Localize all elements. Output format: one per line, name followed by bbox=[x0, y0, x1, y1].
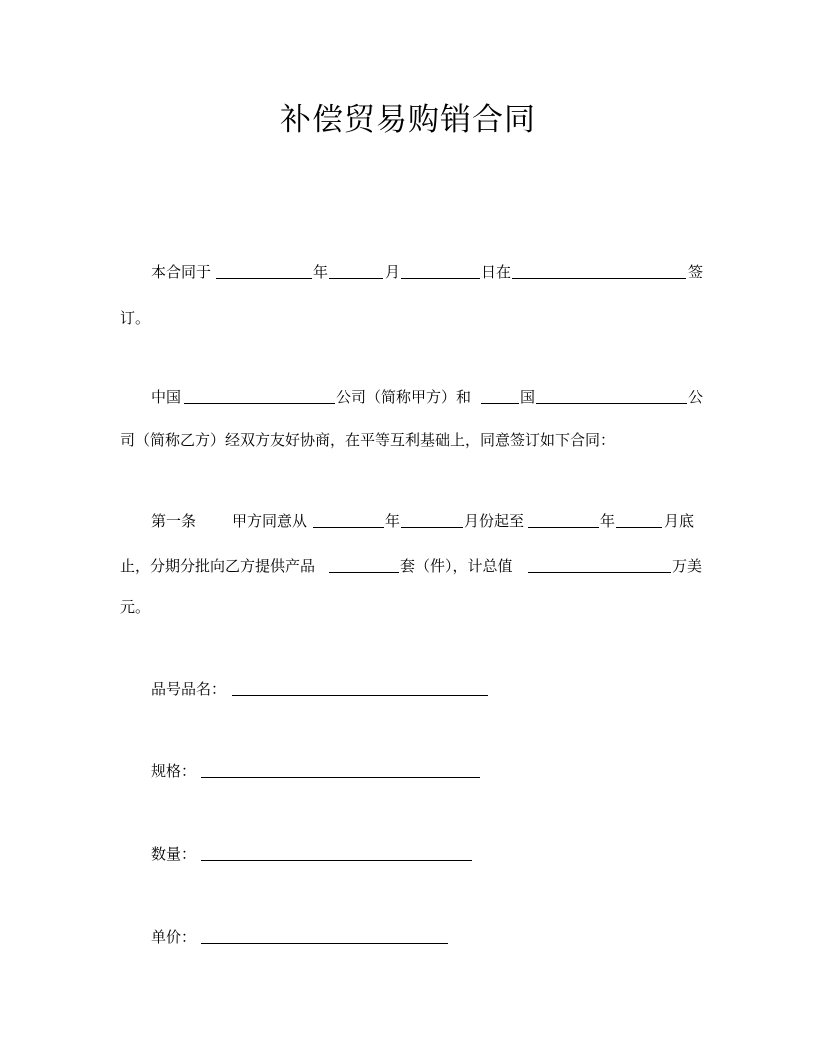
p1-text-3: 月 bbox=[385, 263, 401, 281]
p3-text-3: 月份起至 bbox=[464, 512, 525, 530]
field-quantity-blank bbox=[201, 860, 472, 861]
p1-text-6: 订。 bbox=[120, 309, 151, 327]
paragraph-2-line-2 bbox=[0, 429, 816, 451]
field-product-name bbox=[0, 678, 816, 700]
p3-text-4: 年 bbox=[600, 512, 616, 530]
p1-text-4: 日在 bbox=[481, 263, 512, 281]
signing-place-blank bbox=[512, 278, 686, 279]
field-product-name-blank bbox=[232, 695, 488, 696]
p1-text-1: 本合同于 bbox=[151, 263, 212, 281]
start-month-blank bbox=[401, 527, 463, 528]
p3-text-9: 元。 bbox=[120, 598, 151, 616]
end-year-blank bbox=[528, 527, 599, 528]
p3-text-8: 万美 bbox=[672, 557, 703, 575]
party-b-company-blank bbox=[536, 403, 687, 404]
p2-text-5: 司（简称乙方）经双方友好协商，在平等互利基础上，同意签订如下合同： bbox=[120, 431, 616, 449]
field-product-name-label: 品号品名： bbox=[151, 680, 227, 698]
end-month-blank bbox=[616, 527, 662, 528]
p2-text-4: 公 bbox=[688, 388, 704, 406]
paragraph-3-line-3 bbox=[0, 596, 816, 618]
field-unit-price bbox=[0, 926, 816, 948]
paragraph-3-line-2 bbox=[0, 555, 816, 577]
date-year-blank bbox=[216, 278, 312, 279]
date-day-blank bbox=[401, 278, 480, 279]
document-title: 补偿贸易购销合同 bbox=[280, 102, 536, 138]
p2-text-2: 公司（简称甲方）和 bbox=[336, 388, 472, 406]
article-1-heading: 第一条 bbox=[151, 512, 197, 530]
p1-text-5: 签 bbox=[688, 263, 704, 281]
p3-text-5: 月底 bbox=[664, 512, 695, 530]
p3-text-7: 套（件），计总值 bbox=[400, 557, 513, 575]
field-specification-blank bbox=[201, 777, 480, 778]
paragraph-2-line-1 bbox=[0, 386, 816, 408]
party-a-company-blank bbox=[184, 403, 335, 404]
product-quantity-blank bbox=[329, 572, 399, 573]
field-quantity bbox=[0, 843, 816, 865]
paragraph-1-line-2 bbox=[0, 307, 816, 329]
paragraph-3-line-1 bbox=[0, 510, 816, 532]
date-month-blank bbox=[329, 278, 383, 279]
total-value-blank bbox=[528, 572, 671, 573]
field-specification-label: 规格： bbox=[151, 762, 197, 780]
p2-text-3: 国 bbox=[520, 388, 536, 406]
p3-text-1: 甲方同意从 bbox=[232, 512, 308, 530]
p3-text-2: 年 bbox=[385, 512, 401, 530]
party-b-country-blank bbox=[481, 403, 519, 404]
field-unit-price-label: 单价： bbox=[151, 928, 197, 946]
start-year-blank bbox=[313, 527, 384, 528]
p3-text-6: 止，分期分批向乙方提供产品 bbox=[120, 557, 316, 575]
field-specification bbox=[0, 760, 816, 782]
field-quantity-label: 数量： bbox=[151, 845, 197, 863]
p2-text-1: 中国 bbox=[151, 388, 182, 406]
paragraph-1-line-1 bbox=[0, 261, 816, 283]
p1-text-2: 年 bbox=[313, 263, 329, 281]
field-unit-price-blank bbox=[201, 943, 448, 944]
